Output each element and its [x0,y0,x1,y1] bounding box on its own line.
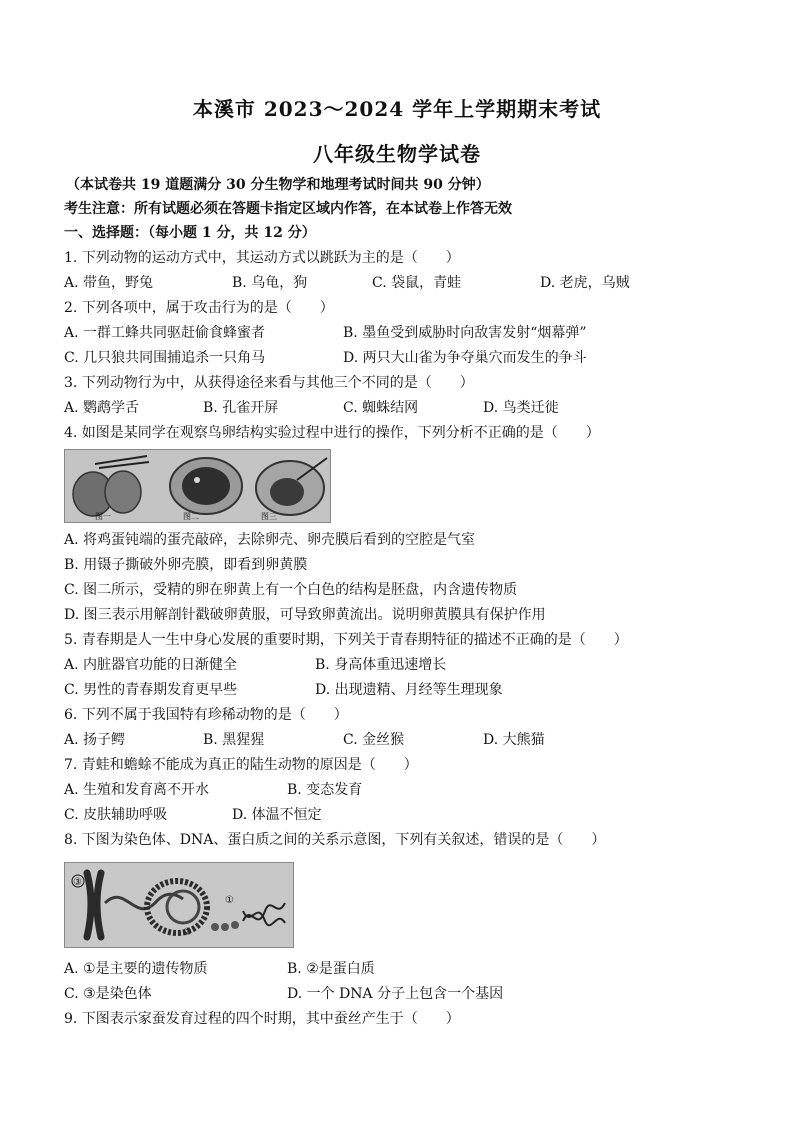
question-stem: 8. 下图为染色体、DNA、蛋白质之间的关系示意图，下列有关叙述，错误的是（ ） [64,832,606,848]
option: B. 身高体重迅速增长 [315,657,447,673]
option: D. 老虎，乌贼 [540,275,630,291]
option: B. 乌龟，狗 [232,275,308,291]
figure-label: 图二 [183,512,199,521]
option: A. 一群工蜂共同驱赶偷食蜂蜜者 [64,325,266,341]
exam-subtitle: 八年级生物学试卷 [313,142,481,166]
figure-label: ③ [73,877,82,888]
question-stem: 2. 下列各项中，属于攻击行为的是（ ） [64,300,334,316]
question-stem: 6. 下列不属于我国特有珍稀动物的是（ ） [64,707,348,723]
option: A. 鹦鹉学舌 [64,400,140,416]
option: A. 生殖和发育离不开水 [64,782,210,798]
figure-label: ① [225,895,234,906]
option: A. 将鸡蛋钝端的蛋壳敲碎，去除卵壳、卵壳膜后看到的空腔是气室 [64,532,476,548]
option: A. ①是主要的遗传物质 [64,961,208,977]
option: B. ②是蛋白质 [287,961,375,977]
option: B. 墨鱼受到威胁时向敌害发射“烟幕弹” [343,325,587,341]
option: D. 图三表示用解剖针戳破卵黄服，可导致卵黄流出。说明卵黄膜具有保护作用 [64,607,546,623]
option: D. 一个 DNA 分子上包含一个基因 [287,986,504,1002]
question-stem: 5. 青春期是人一生中身心发展的重要时期，下列关于青春期特征的描述不正确的是（ ） [64,632,628,648]
option: A. 内脏器官功能的日渐健全 [64,657,238,673]
question-stem: 3. 下列动物行为中，从获得途径来看与其他三个不同的是（ ） [64,375,474,391]
option: B. 孔雀开屏 [203,400,279,416]
chromosome-figure [64,862,294,948]
figure-label: 图一 [95,512,111,521]
egg-figure-drawing [65,450,330,522]
option: D. 两只大山雀为争夺巢穴而发生的争斗 [343,350,587,366]
option: B. 变态发育 [287,782,363,798]
option: D. 鸟类迁徙 [483,400,559,416]
option: C. 男性的青春期发育更早些 [64,682,238,698]
question-stem: 1. 下列动物的运动方式中，其运动方式以跳跃为主的是（ ） [64,250,460,266]
option: C. 蜘蛛结网 [343,400,419,416]
option: C. 图二所示，受精的卵在卵黄上有一个白色的结构是胚盘，内含遗传物质 [64,582,518,598]
option: D. 体温不恒定 [232,807,322,823]
chromosome-figure-drawing [65,863,293,947]
exam-attention: 考生注意：所有试题必须在答题卡指定区域内作答，在本试卷上作答无效 [64,201,512,217]
question-stem: 4. 如图是某同学在观察鸟卵结构实验过程中进行的操作，下列分析不正确的是（ ） [64,425,600,441]
question-stem: 9. 下图表示家蚕发育过程的四个时期，其中蚕丝产生于（ ） [64,1011,460,1027]
option: D. 出现遗精、月经等生理现象 [315,682,503,698]
option: A. 带鱼，野兔 [64,275,154,291]
option: C. ③是染色体 [64,986,152,1002]
exam-note: （本试卷共 19 道题满分 30 分生物学和地理考试时间共 90 分钟） [66,177,490,193]
option: A. 扬子鳄 [64,732,126,748]
egg-figure [64,449,331,523]
exam-title: 本溪市 2023～2024 学年上学期期末考试 [192,97,602,121]
section-heading: 一、选择题：（每小题 1 分，共 12 分） [64,225,316,241]
option: B. 黑猩猩 [203,732,265,748]
figure-label: ② [183,927,192,938]
option: D. 大熊猫 [483,732,545,748]
option: C. 袋鼠，青蛙 [372,275,462,291]
option: B. 用镊子撕破外卵壳膜，即看到卵黄膜 [64,557,308,573]
figure-label: 图三 [261,512,277,521]
question-stem: 7. 青蛙和蟾蜍不能成为真正的陆生动物的原因是（ ） [64,757,418,773]
option: C. 金丝猴 [343,732,405,748]
option: C. 几只狼共同围捕追杀一只角马 [64,350,266,366]
option: C. 皮肤辅助呼吸 [64,807,168,823]
